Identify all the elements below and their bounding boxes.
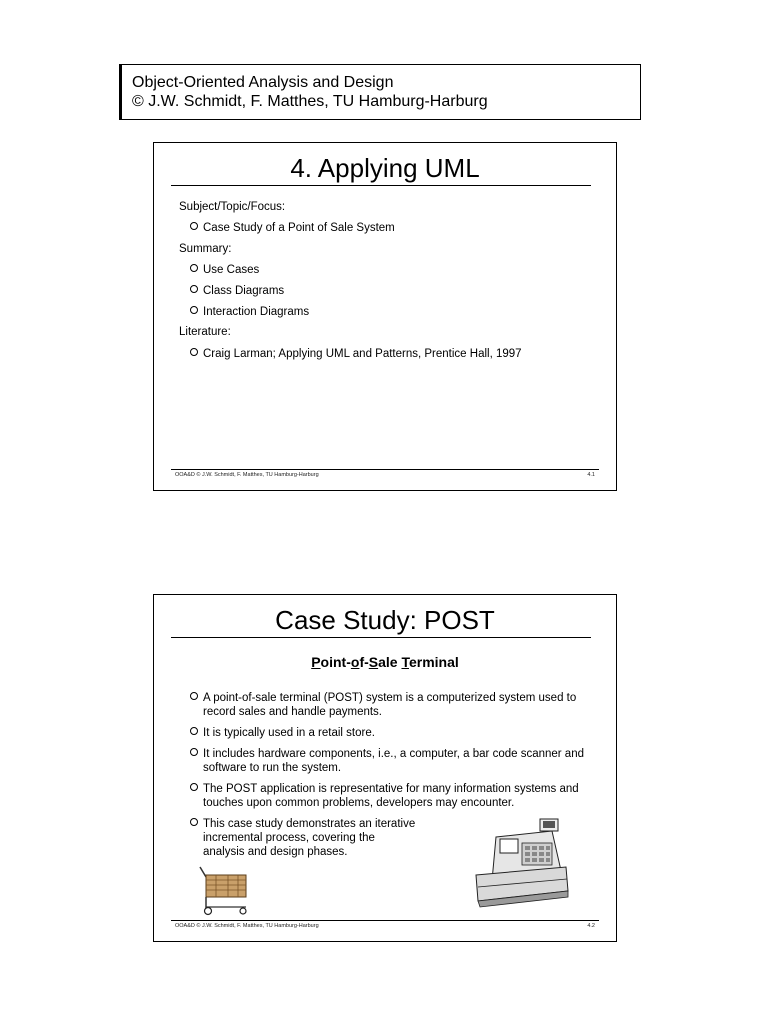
literature-label: Literature: — [179, 326, 231, 338]
footer-copyright: OOA&D © J.W. Schmidt, F. Matthes, TU Hamburg-Harburg — [175, 472, 319, 478]
shopping-cart-icon — [198, 865, 254, 917]
document-header — [119, 64, 641, 120]
summary-item: Use Cases — [190, 263, 259, 277]
bullet-circle-icon — [190, 748, 198, 756]
bullet-circle-icon — [190, 348, 198, 356]
page-number: 4.1 — [587, 472, 595, 478]
bullet-paragraph: The POST application is representative for many information systems and touches upon common problems, developers may encounter. — [190, 782, 579, 810]
bullet-circle-icon — [190, 818, 198, 826]
bullet-paragraph: It is typically used in a retail store. — [190, 726, 375, 740]
bullet-circle-icon — [190, 783, 198, 791]
bullet-circle-icon — [190, 285, 198, 293]
title-divider — [171, 637, 591, 638]
slide-title: Case Study: POST — [275, 605, 495, 635]
slide-4-2 — [153, 594, 617, 942]
cash-register-icon — [472, 817, 570, 911]
bullet-circle-icon — [190, 306, 198, 314]
bullet-paragraph: It includes hardware components, i.e., a computer, a bar code scanner and software to run the system. — [190, 747, 584, 775]
bullet-paragraph: This case study demonstrates an iterative incremental process, covering the analysis and design phases. — [190, 817, 415, 859]
bullet-circle-icon — [190, 222, 198, 230]
footer-divider — [171, 469, 599, 470]
header-copyright: © J.W. Schmidt, F. Matthes, TU Hamburg-Harburg — [132, 93, 488, 110]
footer-divider — [171, 920, 599, 921]
bullet-circle-icon — [190, 264, 198, 272]
subject-item: Case Study of a Point of Sale System — [190, 221, 395, 235]
summary-item: Interaction Diagrams — [190, 305, 309, 319]
bullet-circle-icon — [190, 692, 198, 700]
bullet-paragraph: A point-of-sale terminal (POST) system is a computerized system used to record sales and handle payments. — [190, 691, 576, 719]
summary-label: Summary: — [179, 243, 232, 255]
title-divider — [171, 185, 591, 186]
subject-label: Subject/Topic/Focus: — [179, 201, 286, 213]
slide-4-1 — [153, 142, 617, 491]
slide-subtitle: Point-of-Sale Terminal — [311, 654, 459, 670]
summary-item: Class Diagrams — [190, 284, 284, 298]
literature-item: Craig Larman; Applying UML and Patterns, Prentice Hall, 1997 — [190, 347, 522, 361]
slide-title: 4. Applying UML — [290, 153, 480, 183]
page-number: 4.2 — [587, 923, 595, 929]
footer-copyright: OOA&D © J.W. Schmidt, F. Matthes, TU Hamburg-Harburg — [175, 923, 319, 929]
header-course-title: Object-Oriented Analysis and Design — [132, 74, 394, 91]
bullet-circle-icon — [190, 727, 198, 735]
